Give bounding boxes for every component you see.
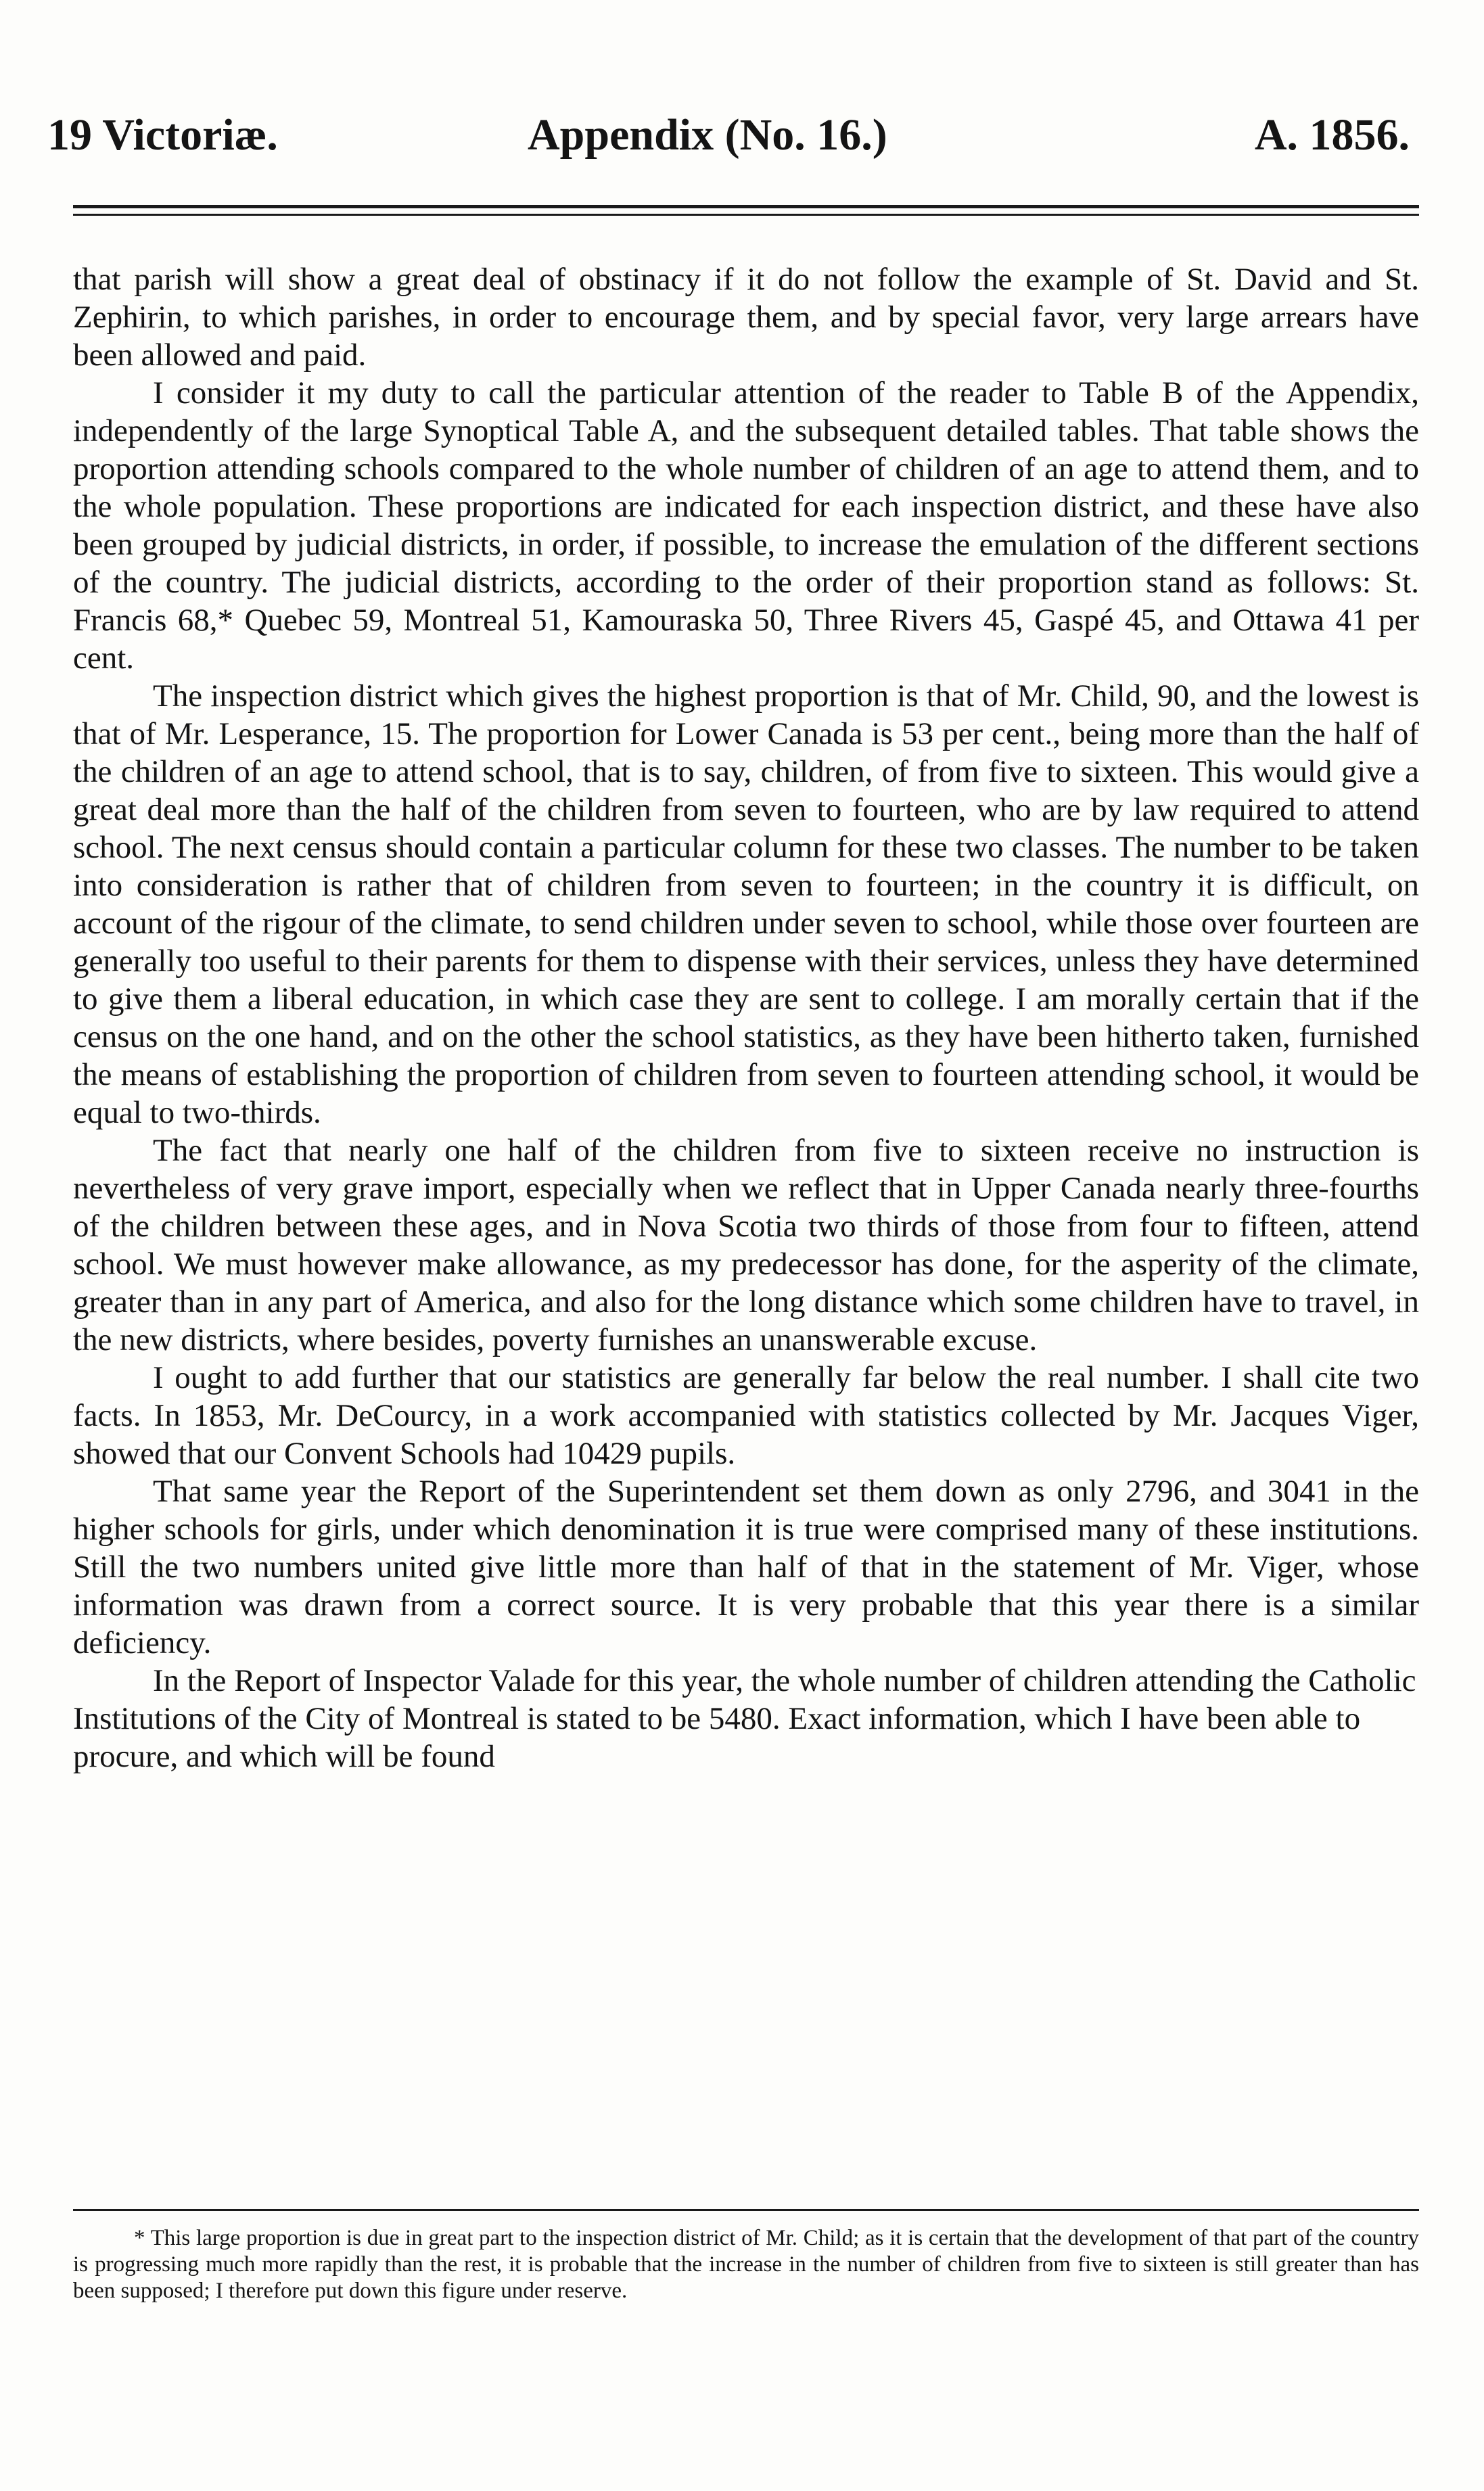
- paragraph: The fact that nearly one half of the children from five to sixteen receive no instruction is nevertheless of very grave import, especially when we reflect that in Upper Canada nearly three-fourths of the children between these ages, and in Nova Scotia two thirds of those from four to fifteen, attend school. We must however make allowance, as my predecessor has done, for the asperity of the climate, greater than in any part of America, and also for the long distance which some children have to travel, in the new districts, where besides, poverty furnishes an unanswerable excuse.: [73, 1133, 1419, 1357]
- paragraph: I ought to add further that our statistics are generally far below the real number. I shall cite two facts. In 1853, Mr. DeCourcy, in a work accompanied with statistics collected by Mr. Jacques Viger, showed that our Convent Schools had 10429 pupils.: [73, 1360, 1419, 1471]
- header-session: 19 Victoriæ.: [47, 110, 278, 160]
- header-rule-thick: [73, 205, 1419, 208]
- header-appendix: Appendix (No. 16.): [528, 110, 887, 160]
- paragraph: The inspection district which gives the highest proportion is that of Mr. Child, 90, and the lowest is that of Mr. Lesperance, 15. The proportion for Lower Canada is 53 per cent., being more than the half of the children of an age to attend school, that is to say, children, of from five to sixteen. This would give a great deal more than the half of the children from seven to fourteen, who are by law required to attend school. The next census should contain a particular column for these two classes. The number to be taken into consideration is rather that of children from seven to fourteen; in the country it is difficult, on account of the rigour of the climate, to send children under seven to school, while those over fourteen are generally too useful to their parents for them to dispense with their services, unless they have determined to give them a liberal education, in which case they are sent to college. I am morally certain that if the census on the one hand, and on the other the school statistics, as they have been hitherto taken, furnished the means of establishing the proportion of children from seven to fourteen attending school, it would be equal to two-thirds.: [73, 678, 1419, 1130]
- footnote-text: * This large proportion is due in great part to the inspection district of Mr. Child; as it is certain that the development of that part of the country is progressing much more rapidly than the rest, it is probable that the increase in the number of children from five to sixteen is still greater than has been supposed; I therefore put down this figure under reserve.: [73, 2226, 1419, 2303]
- body-text: [73, 260, 1419, 1775]
- footnote-rule: [73, 2209, 1419, 2211]
- running-header: [47, 101, 1410, 169]
- paragraph: that parish will show a great deal of obstinacy if it do not follow the example of St. David and St. Zephirin, to which parishes, in order to encourage them, and by special favor, very large arrears have been allowed and paid.: [73, 262, 1419, 373]
- footnote: [73, 2225, 1419, 2304]
- header-year: A. 1856.: [1254, 110, 1410, 160]
- paragraph: I consider it my duty to call the particular attention of the reader to Table B of the Appendix, independently of the large Synoptical Table A, and the subsequent detailed tables. That table shows the proportion attending schools compared to the whole number of children of an age to attend them, and to the whole population. These proportions are indicated for each inspection district, and these have also been grouped by judicial districts, in order, if possible, to increase the emulation of the different sections of the country. The judicial districts, according to the order of their proportion stand as follows: St. Francis 68,* Quebec 59, Montreal 51, Kamouraska 50, Three Rivers 45, Gaspé 45, and Ottawa 41 per cent.: [73, 375, 1419, 676]
- paragraph: That same year the Report of the Superintendent set them down as only 2796, and 3041 in the higher schools for girls, under which denomination it is true were comprised many of these institutions. Still the two numbers united give little more than half of that in the statement of Mr. Viger, whose information was drawn from a correct source. It is very probable that this year there is a similar deficiency.: [73, 1474, 1419, 1660]
- header-rule-thin: [73, 214, 1419, 216]
- paragraph: In the Report of Inspector Valade for this year, the whole number of children attending the Catholic Institutions of the City of Montreal is stated to be 5480. Exact information, which I have been able to procure, and which will be found: [73, 1663, 1416, 1774]
